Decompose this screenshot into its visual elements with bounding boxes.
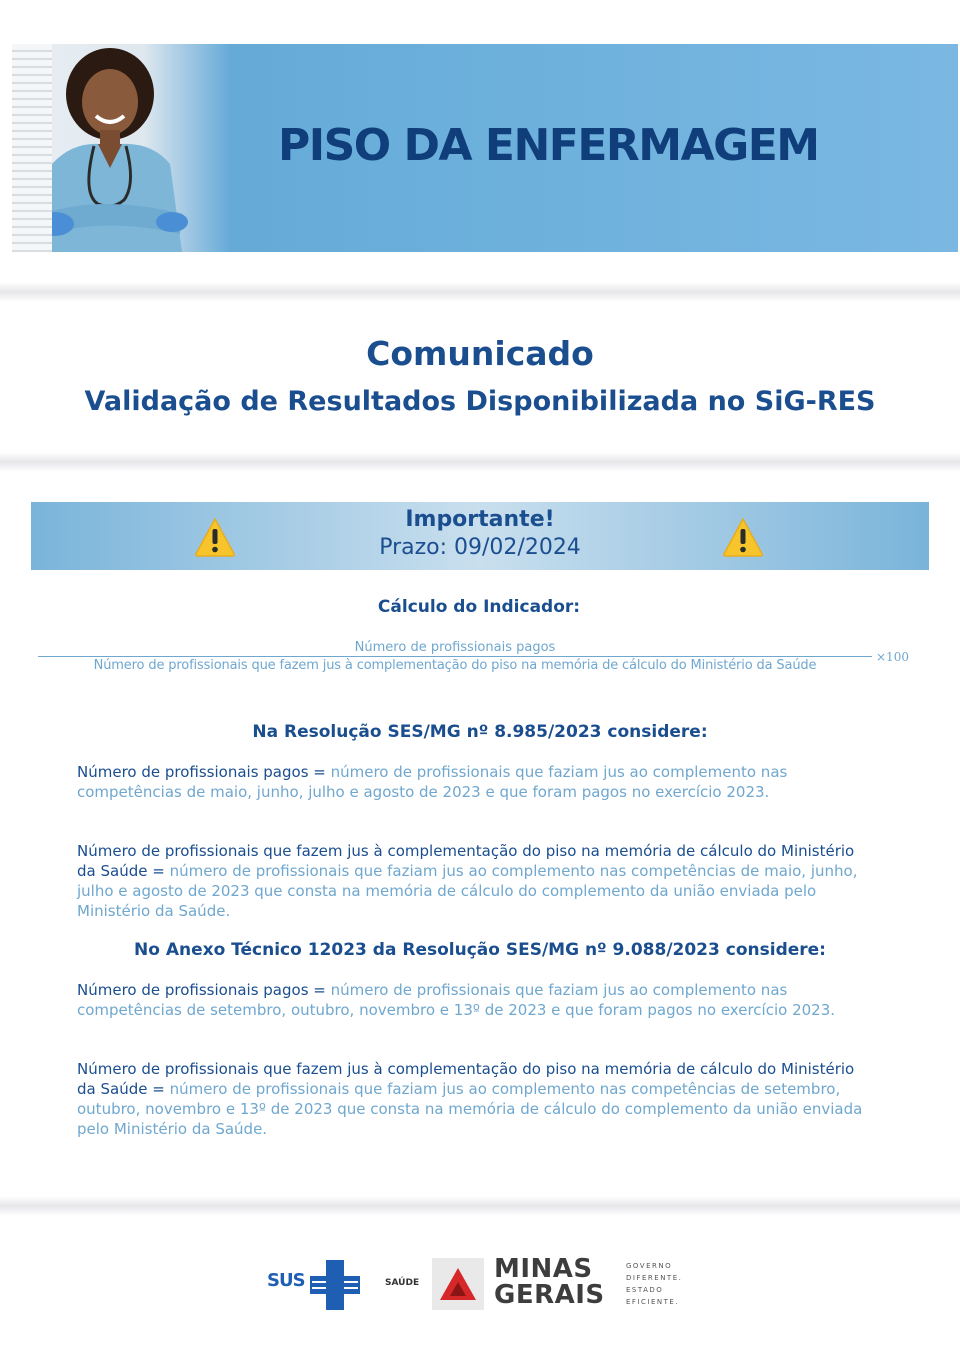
section1-heading: Na Resolução SES/MG nº 8.985/2023 considere:	[252, 722, 708, 742]
footer-logos	[0, 1250, 960, 1320]
notice-important: Importante!	[405, 507, 555, 532]
page-subtitle: Validação de Resultados Disponibilizada no SiG-RES	[84, 386, 876, 417]
definition-text: número de profissionais que faziam jus ao complemento nas competências de maio, junho, julho e agosto de 2023 que consta na memória de cálculo do complemento da união enviada pelo Ministério da Saúde.	[77, 862, 858, 920]
nurse-photo	[12, 44, 230, 252]
triangle-icon	[432, 1258, 484, 1310]
formula-denominator: Número de profissionais que fazem jus à complementação do piso na memória de cálculo do Ministério da Saúde	[93, 658, 817, 673]
slogan-line: DIFERENTE.	[626, 1274, 683, 1282]
slogan-line: EFICIENTE.	[626, 1298, 680, 1306]
definition-text: número de profissionais que faziam jus ao complemento nas competências de setembro, outubro, novembro e 13º de 2023 e que foram pagos no exercício 2023.	[77, 981, 836, 1019]
definition-text: número de profissionais que faziam jus ao complemento nas competências de maio, junho, julho e agosto de 2023 e que foram pagos no exercício 2023.	[77, 763, 788, 801]
definition-text: número de profissionais que faziam jus ao complemento nas competências de setembro, outubro, novembro e 13º de 2023 que consta na memória de cálculo do complemento da união enviada pelo Ministério da Saúde.	[77, 1080, 863, 1138]
fraction-line	[38, 656, 872, 657]
formula-numerator: Número de profissionais pagos	[354, 640, 556, 655]
warning-icon	[721, 516, 765, 558]
banner-title: PISO DA ENFERMAGEM	[278, 120, 819, 171]
deadline-notice	[31, 502, 929, 570]
formula-multiplier: ×100	[876, 650, 909, 664]
definition-term: Número de profissionais pagos =	[77, 981, 326, 999]
definition-paragraph	[77, 980, 877, 1020]
slogan-line: GOVERNO	[626, 1262, 673, 1270]
gerais-text: GERAIS	[494, 1280, 605, 1310]
divider-bottom	[0, 1196, 960, 1216]
definition-term: Número de profissionais que fazem jus à complementação do piso na memória de cálculo do Ministério da Saúde =	[77, 1060, 855, 1098]
minas-gerais-name	[494, 1256, 605, 1308]
definition-term: Número de profissionais que fazem jus à complementação do piso na memória de cálculo do Ministério da Saúde =	[77, 842, 855, 880]
notice-deadline: Prazo: 09/02/2024	[379, 535, 581, 560]
divider-middle	[0, 452, 960, 472]
government-slogan	[626, 1260, 682, 1308]
definition-paragraph	[77, 762, 877, 802]
section2-heading: No Anexo Técnico 12023 da Resolução SES/MG nº 9.088/2023 considere:	[134, 940, 826, 960]
saude-label: SAÚDE	[385, 1278, 420, 1288]
definition-term: Número de profissionais pagos =	[77, 763, 326, 781]
definition-paragraph	[77, 1059, 877, 1139]
page-title: Comunicado	[366, 334, 594, 373]
definition-paragraph	[77, 841, 877, 921]
indicator-formula	[38, 640, 918, 676]
sus-logo-text: SUS	[267, 1270, 305, 1291]
calculation-heading: Cálculo do Indicador:	[377, 597, 581, 617]
slogan-line: ESTADO	[626, 1286, 664, 1294]
sus-cross-icon	[310, 1260, 360, 1310]
divider-top	[0, 282, 960, 302]
minas-gerais-logo	[432, 1258, 484, 1310]
window-blinds	[12, 44, 52, 252]
header-banner	[12, 44, 958, 252]
minas-text: MINAS	[494, 1254, 593, 1284]
